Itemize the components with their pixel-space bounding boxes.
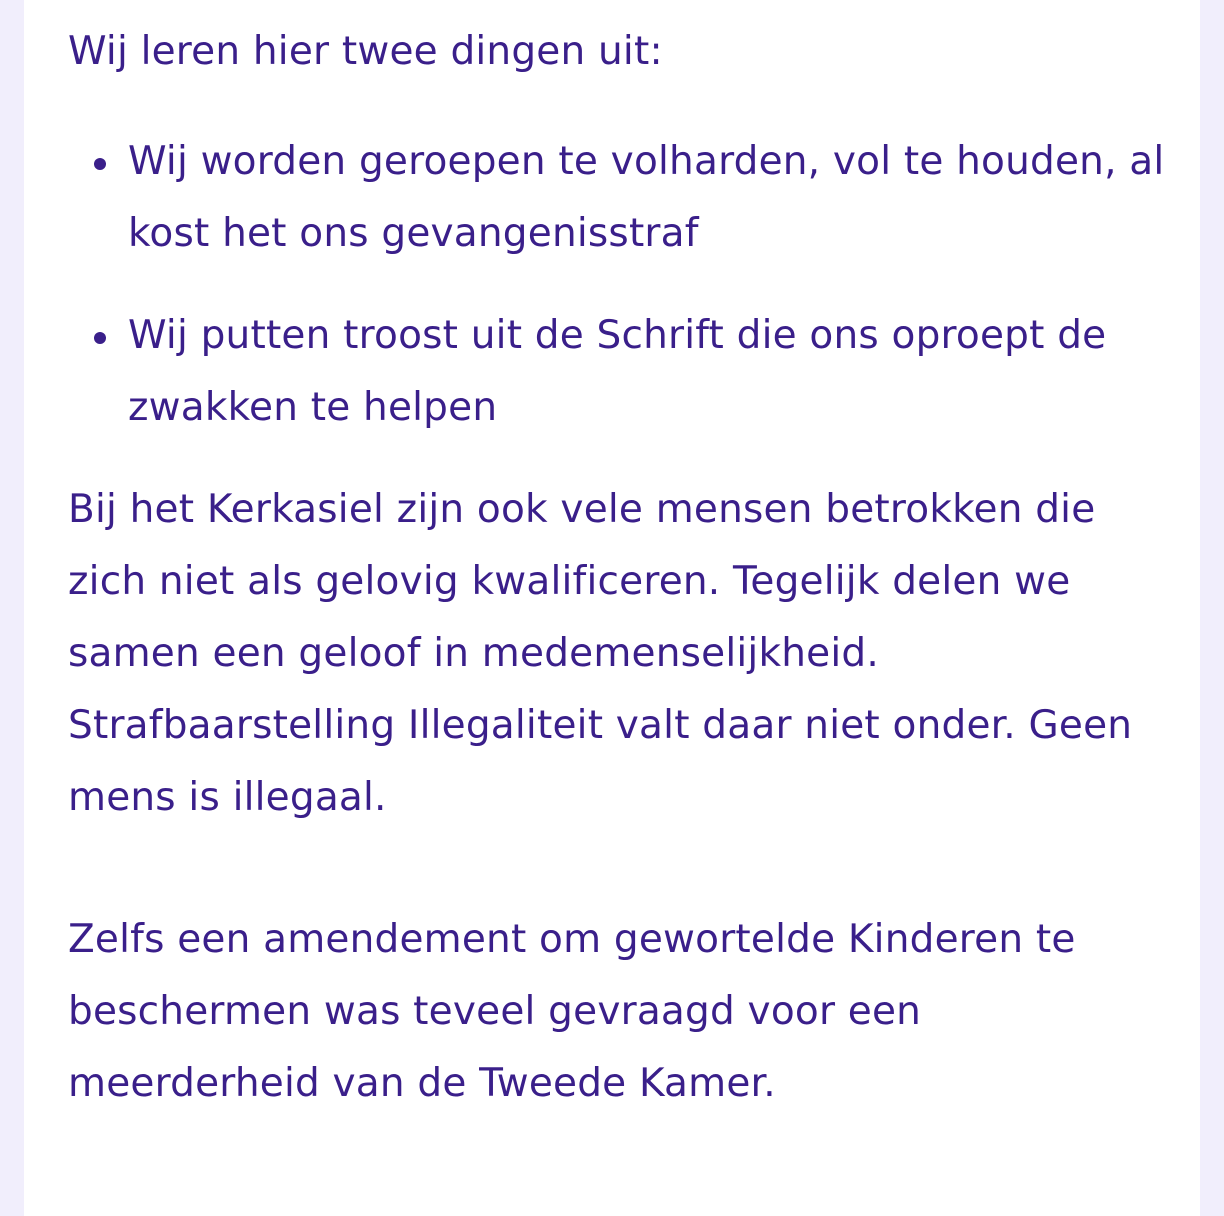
bullet-list: [68, 126, 1168, 444]
list-item: [68, 300, 1168, 444]
article-body: [68, 16, 1168, 1120]
bullet-icon: [94, 332, 106, 344]
article-page: [24, 0, 1200, 1216]
bullet-icon: [94, 158, 106, 170]
paragraph-kerkasiel: Bij het Kerkasiel zijn ook vele mensen betrokken die zich niet als gelovig kwalificeren. Tegelijk delen we samen een geloof in medemenselijkheid. Strafbaarstelling Illegaliteit valt daar niet onder. Geen mens is illegaal.: [68, 487, 1133, 820]
paragraph-amendement: Zelfs een amendement om gewortelde Kinderen te beschermen was teveel gevraagd voor een meerderheid van de Tweede Kamer.: [68, 917, 1076, 1106]
list-item-text: Wij putten troost uit de Schrift die ons oproept de zwakken te helpen: [128, 313, 1107, 430]
list-item-text: Wij worden geroepen te volharden, vol te houden, al kost het ons gevangenisstraf: [128, 139, 1165, 256]
list-item: [68, 126, 1168, 270]
intro-text: Wij leren hier twee dingen uit:: [68, 29, 663, 74]
